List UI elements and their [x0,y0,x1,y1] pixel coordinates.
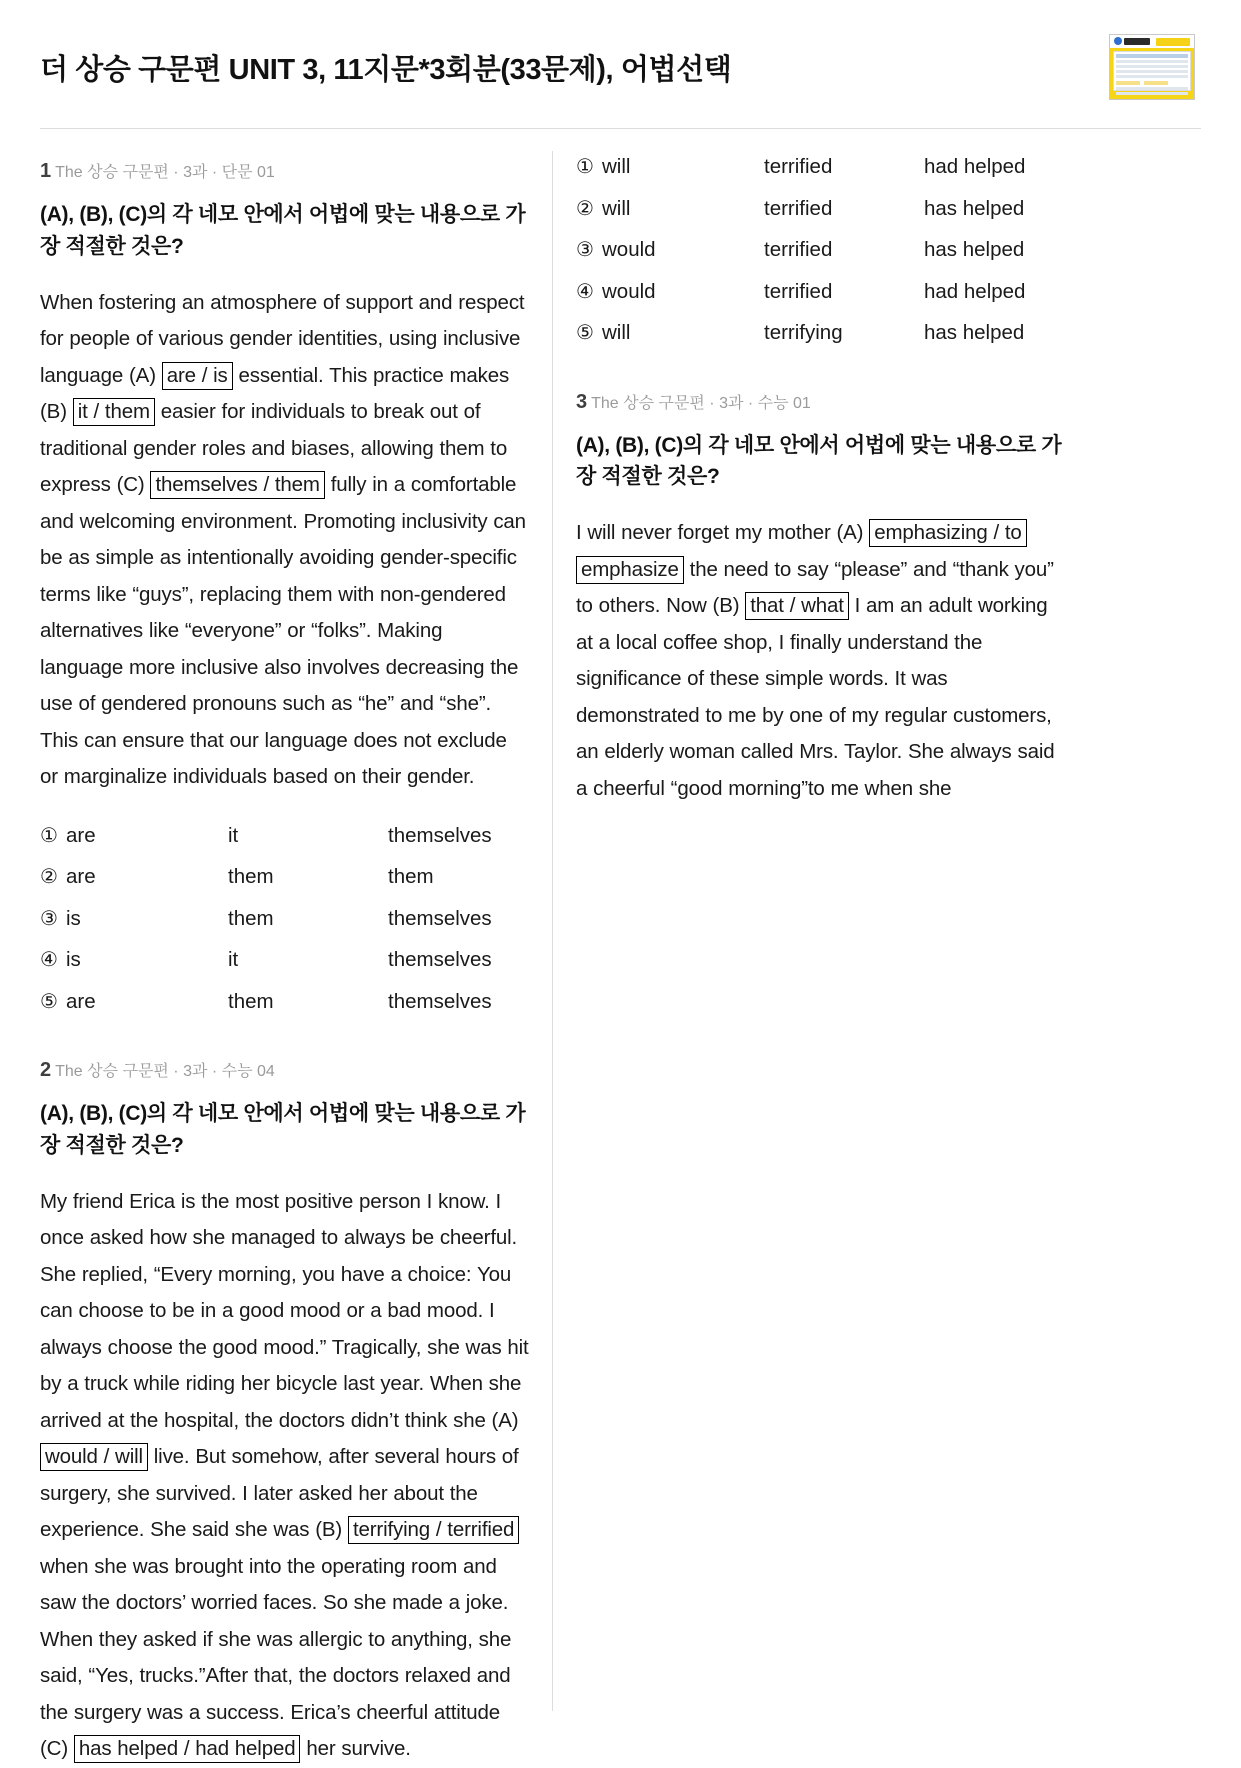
question-1-options [40,823,530,1013]
thumbnail-row [1116,75,1188,78]
question-3-number: 3 [576,390,588,413]
answer-option-c: has helped [924,238,1025,261]
answer-option-a: are [66,823,96,847]
page-header [0,0,1241,100]
question-1-meta [40,157,530,185]
answer-option-b: terrified [764,196,833,220]
answer-option-row[interactable] [40,989,530,1013]
answer-option-a: will [602,321,631,344]
answer-option-b: them [228,989,274,1013]
answer-option-b: terrified [764,279,833,303]
thumbnail-footer [1113,93,1191,98]
answer-option-row[interactable] [576,279,1065,303]
answer-option-a: are [66,989,96,1013]
thumbnail-logo-dot-icon [1114,37,1122,45]
question-1-prompt: (A), (B), (C)의 각 네모 안에서 어법에 맞는 내용으로 가장 적절한 것은? [40,203,526,258]
answer-option-c: them [388,865,434,889]
answer-option-c: has helped [924,321,1025,344]
answer-option-marker: ③ [40,907,58,930]
answer-option-c: had helped [924,155,1026,178]
answer-option-c: had helped [924,279,1026,303]
answer-option-row[interactable] [576,196,1065,220]
question-2-options [576,157,1065,344]
question-2-meta [40,1056,530,1084]
answer-option-c: themselves [388,823,492,847]
question-block-2 [40,1056,530,1768]
answer-option-a: is [66,906,81,930]
answer-option-c: themselves [388,948,492,972]
worksheet-preview-thumbnail[interactable] [1109,34,1195,100]
answer-option-marker: ① [576,156,594,178]
answer-option-b: them [228,906,274,930]
answer-option-b: them [228,865,274,889]
answer-option-a: are [66,865,96,889]
answer-option-marker: ① [40,824,58,847]
answer-option-a: will [602,155,631,178]
answer-option-c: has helped [924,196,1025,220]
answer-option-a: would [602,238,656,261]
grammar-choice-box[interactable]: terrifying / terrified [348,1516,519,1544]
header-divider [40,128,1201,129]
thumbnail-inner-sheet [1113,51,1191,91]
answer-option-marker: ⑤ [576,322,594,344]
grammar-choice-box[interactable]: would / will [40,1443,148,1471]
answer-option-row[interactable] [40,906,530,930]
question-3-prompt: (A), (B), (C)의 각 네모 안에서 어법에 맞는 내용으로 가장 적절한 것은? [576,433,1062,489]
page-title: 더 상승 구문편 UNIT 3, 11지문*3회분(33문제), 어법선택 [40,54,732,86]
question-block-3 [576,388,1065,808]
answer-option-row[interactable] [576,240,1065,261]
thumbnail-topbar [1110,35,1194,48]
thumbnail-table-header [1116,54,1188,58]
answer-option-a: is [66,948,81,972]
two-column-body [0,151,1241,1761]
answer-option-row[interactable] [40,950,530,971]
question-1-passage: When fostering an atmosphere of support and respect for people of various gender identities, using inclusive language (A) are / is essential. This practice makes (B) it / them easier for individuals to break out of traditional gender roles and biases, allowing them to express (C) themselves / them fully in a comfortable and welcoming environment. Promoting inclusivity can be as simple as intentionally avoiding gender-specific terms like “guys”, replacing them with non-gendered alternatives like “everyone” or “folks”. Making language more inclusive also involves decreasing the use of gendered pronouns such as “he” and “she”. This can ensure that our language does not exclude or marginalize individuals based on their gender. [40,290,526,789]
grammar-choice-box[interactable]: are / is [162,362,233,390]
thumbnail-body [1110,48,1194,99]
answer-option-marker: ⑤ [40,990,58,1013]
question-2-passage: My friend Erica is the most positive person I know. I once asked how she managed to always be cheerful. She replied, “Every morning, you have a choice: You can choose to be in a good mood or a bad mood. I always choose the good mood.” Tragically, she was hit by a truck while riding her bicycle last year. When she arrived at the hospital, the doctors didn’t think she (A) would / will live. But somehow, after several hours of surgery, she survived. I later asked her about the experience. She said she was (B) terrifying / terrified when she was brought into the operating room and saw the doctors’ worried faces. So she made a joke. When they asked if she was allergic to anything, she said, “Yes, trucks.”After that, the doctors relaxed and the surgery was a success. Erica’s cheerful attitude (C) has helped / had helped her survive. [40,1184,530,1768]
answer-option-marker: ② [576,197,594,220]
answer-option-row[interactable] [576,323,1065,344]
answer-option-c: themselves [388,906,492,930]
answer-option-row[interactable] [40,823,530,847]
thumbnail-tag-badge [1156,38,1190,46]
answer-option-marker: ④ [40,949,58,972]
question-2-source: The 상승 구문편 · 3과 · 수능 04 [55,1063,275,1081]
answer-option-b: terrified [764,238,833,261]
answer-option-a: would [602,279,656,303]
question-1-source: The 상승 구문편 · 3과 · 단문 01 [55,164,275,181]
answer-option-row[interactable] [576,157,1065,178]
question-3-source: The 상승 구문편 · 3과 · 수능 01 [591,394,811,412]
question-1-number: 1 [40,160,52,182]
answer-option-b: terrified [764,155,833,178]
thumbnail-highlight [1144,81,1168,85]
answer-option-row[interactable] [40,867,530,888]
answer-option-b: it [228,948,239,972]
thumbnail-row [1116,65,1188,68]
answer-option-a: will [602,196,631,220]
grammar-choice-box[interactable]: it / them [73,398,155,426]
answer-option-marker: ④ [576,280,594,303]
grammar-choice-box[interactable]: that / what [745,592,849,620]
question-2-prompt: (A), (B), (C)의 각 네모 안에서 어법에 맞는 내용으로 가장 적절한 것은? [40,1102,526,1157]
answer-option-marker: ③ [576,239,594,261]
question-block-1 [40,157,530,796]
answer-option-c: themselves [388,989,492,1013]
question-3-meta [576,388,1065,416]
grammar-choice-box[interactable]: emphasizing / to emphasize [576,519,1027,583]
thumbnail-row [1116,87,1188,90]
right-column [553,151,1065,1711]
thumbnail-row [1116,60,1188,63]
thumbnail-logo-text [1124,38,1150,45]
question-2-number: 2 [40,1059,52,1082]
left-column [40,151,552,1761]
question-3-passage: I will never forget my mother (A) emphasizing / to emphasize the need to say “please” and “thank you” to others. Now (B) that / what I am an adult working at a local coffee shop, I finally understand the significance of these simple words. It was demonstrated to me by one of my regular customers, an elderly woman called Mrs. Taylor. She always said a cheerful “good morning”to me when she [576,521,1055,800]
grammar-choice-box[interactable]: themselves / them [150,471,324,499]
grammar-choice-box[interactable]: has helped / had helped [74,1735,301,1763]
answer-option-marker: ② [40,866,58,889]
answer-option-b: terrifying [764,321,843,344]
thumbnail-highlight [1116,81,1140,85]
thumbnail-row [1116,70,1188,73]
answer-option-b: it [228,823,239,847]
